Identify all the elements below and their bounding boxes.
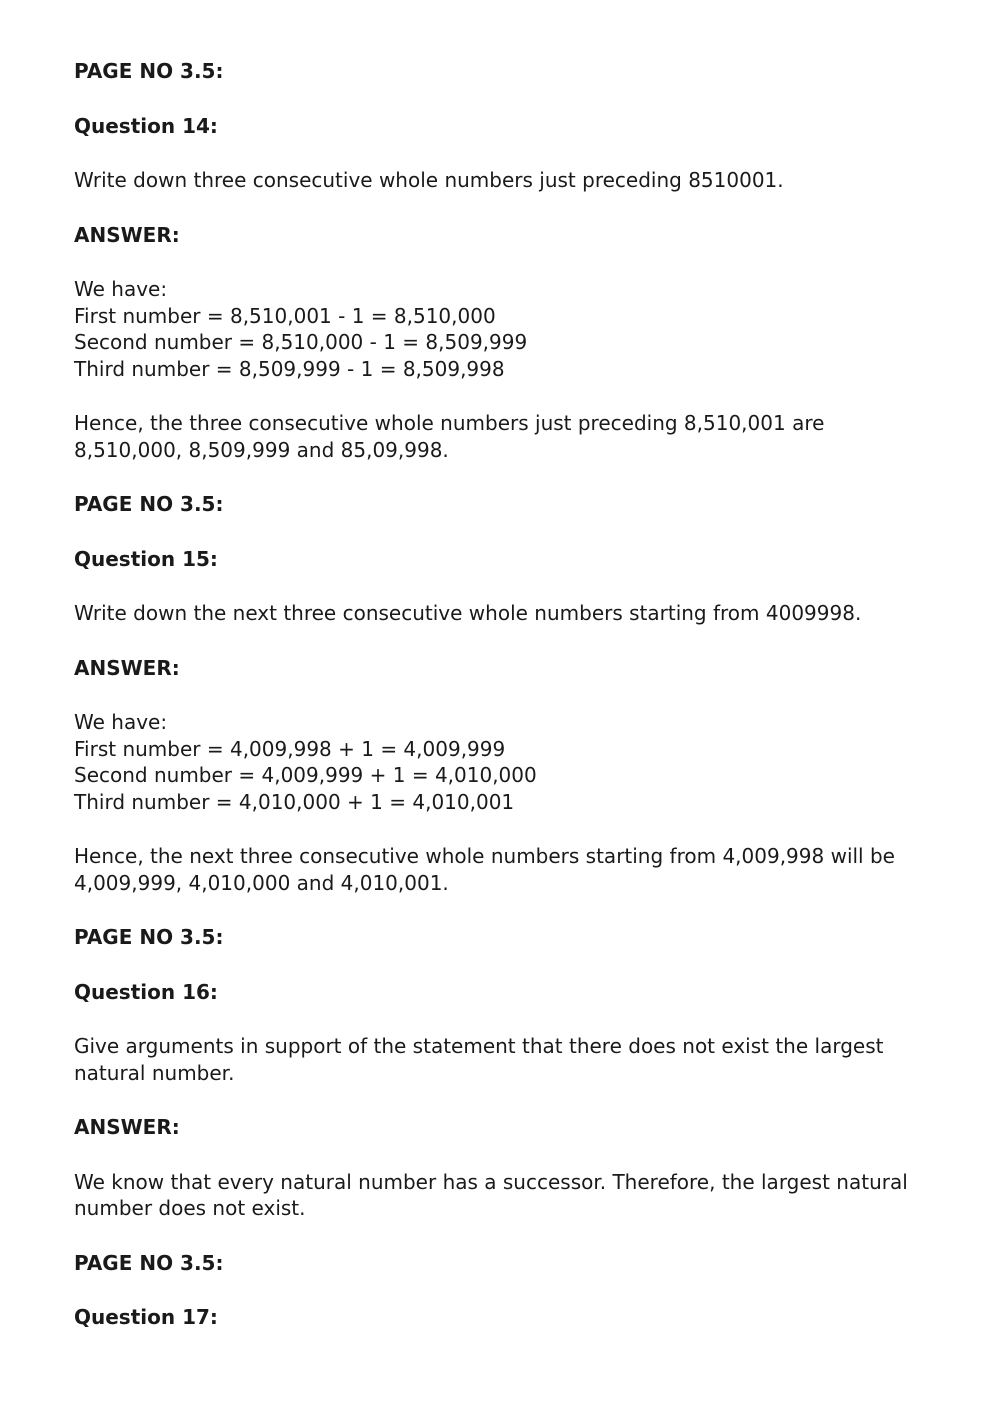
question-text: Give arguments in support of the statement that there does not exist the largest natural number. xyxy=(74,1034,884,1085)
answer-working xyxy=(74,709,924,815)
answer-line: Third number = 4,010,000 + 1 = 4,010,001 xyxy=(74,789,515,814)
answer-conclusion: Hence, the next three consecutive whole numbers starting from 4,009,998 will be 4,009,999, 4,010,000 and 4,010,001. xyxy=(74,844,895,895)
answer-heading: ANSWER: xyxy=(74,1115,180,1139)
question-heading: Question 16: xyxy=(74,979,218,1004)
answer-working xyxy=(74,276,924,382)
answer-line: Second number = 4,009,999 + 1 = 4,010,000 xyxy=(74,763,537,787)
answer-text: We know that every natural number has a successor. Therefore, the largest natural number does not exist. xyxy=(74,1169,908,1220)
answer-line: First number = 8,510,001 - 1 = 8,510,000 xyxy=(74,303,496,328)
question-text: Write down the next three consecutive whole numbers starting from 4009998. xyxy=(74,601,862,625)
answer-heading: ANSWER: xyxy=(74,222,180,247)
question-heading: Question 14: xyxy=(74,113,218,138)
document-page xyxy=(74,58,924,1331)
page-number-heading: PAGE NO 3.5: xyxy=(74,59,224,83)
section-question-17 xyxy=(74,1250,924,1331)
question-text: Write down three consecutive whole numbers just preceding 8510001. xyxy=(74,168,784,192)
answer-line: We have: xyxy=(74,710,168,734)
answer-conclusion: Hence, the three consecutive whole numbers just preceding 8,510,001 are 8,510,000, 8,509,999 and 85,09,998. xyxy=(74,411,825,462)
question-heading: Question 17: xyxy=(74,1305,218,1329)
page-number-heading: PAGE NO 3.5: xyxy=(74,492,224,516)
answer-line: Second number = 8,510,000 - 1 = 8,509,999 xyxy=(74,330,528,354)
section-question-16 xyxy=(74,924,924,1250)
page-number-heading: PAGE NO 3.5: xyxy=(74,1250,224,1275)
question-heading: Question 15: xyxy=(74,546,218,571)
answer-heading: ANSWER: xyxy=(74,655,180,680)
answer-line: First number = 4,009,998 + 1 = 4,009,999 xyxy=(74,736,506,761)
page-number-heading: PAGE NO 3.5: xyxy=(74,925,224,949)
answer-line: Third number = 8,509,999 - 1 = 8,509,998 xyxy=(74,356,505,381)
answer-line: We have: xyxy=(74,277,168,301)
section-question-14 xyxy=(74,58,924,491)
section-question-15 xyxy=(74,491,924,924)
